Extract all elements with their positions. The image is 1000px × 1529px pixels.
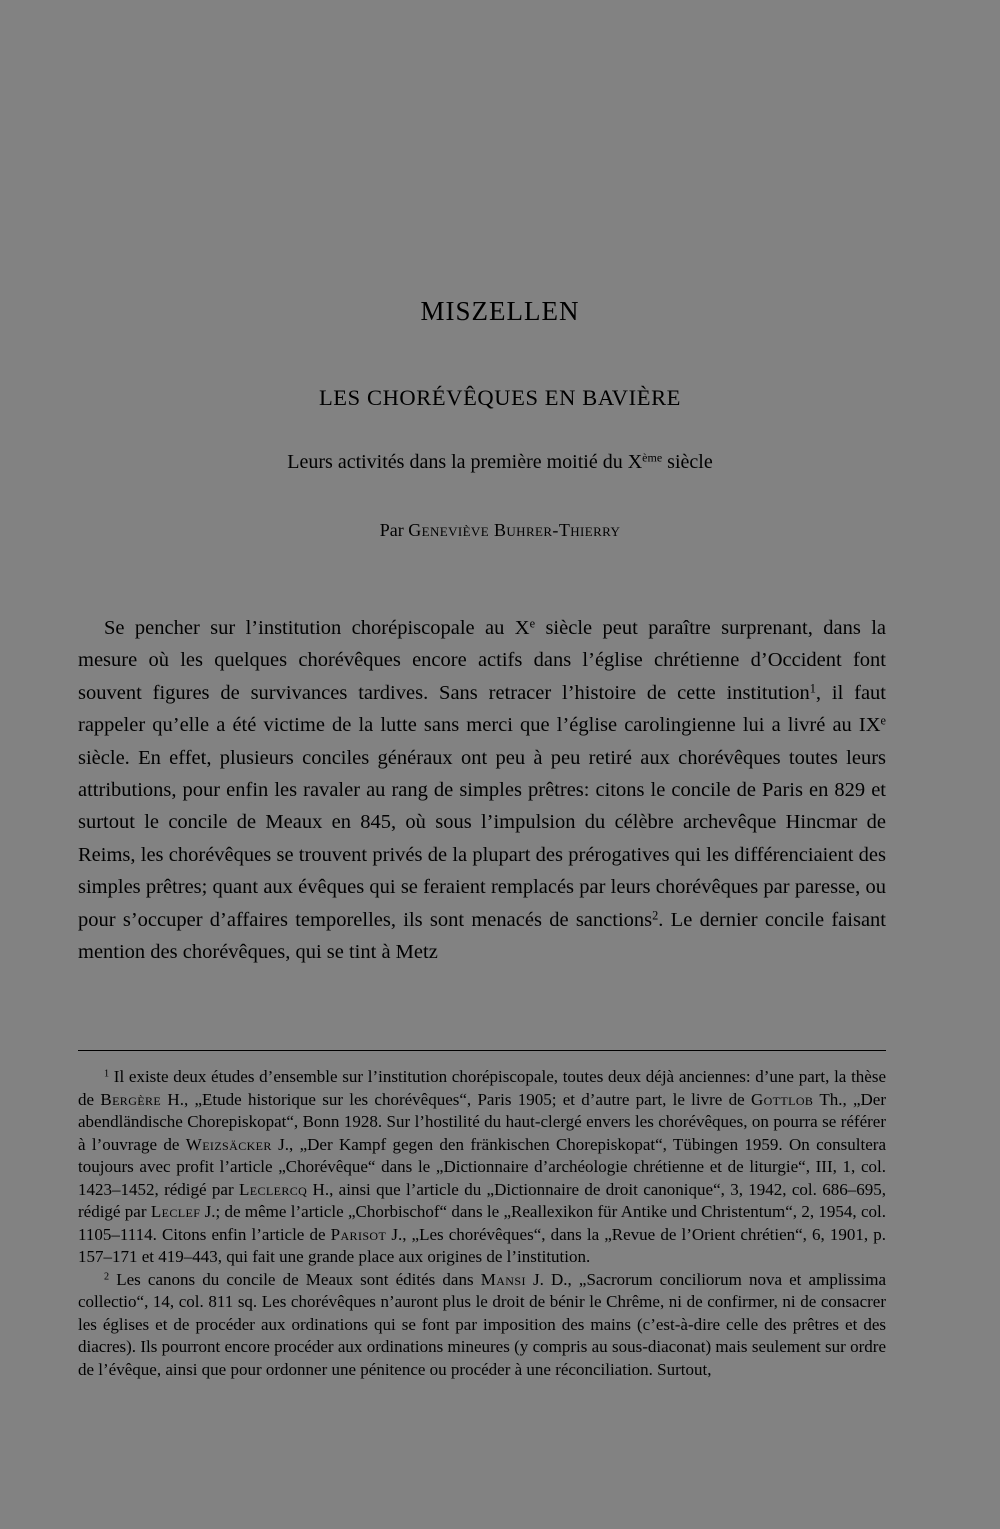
superscript: e [880,713,886,728]
footnote-text: H., ainsi que l’article du „Dictionnaire de droit canonique“, 3, 1942, col. 686–695, rédigé par [78,1179,886,1221]
footnote-text: J., „Der Kampf gegen den fränkischen Chorepiskopat“, Tübingen 1959. On consultera toujours avec profit l’article „Chorévêque“ dans le „Dictionnaire d’archéologie chrétienne et de liturgie“, III, 1, col. 1423–1452, rédigé par [78,1134,886,1199]
text-run: . Le dernier concile faisant mention des chorévêques, qui se tint à Metz [78,908,886,964]
byline-prefix: Par [379,520,409,540]
author-name: Bergère [100,1089,162,1109]
author-name: Leclef [150,1202,201,1221]
author-name: Gottlob [750,1089,814,1109]
article-title: LES CHORÉVÊQUES EN BAVIÈRE [318,385,682,410]
footnote-number: 1 [104,1068,110,1080]
paragraph [78,612,886,968]
author-name: Parisot [330,1224,387,1244]
footnote-divider [78,1050,886,1051]
footnote-ref-2[interactable]: 2 [652,907,659,922]
subtitle-text: Leurs activités dans la première moitié du X [287,451,643,473]
footnote-1 [78,1066,886,1269]
author-byline [0,520,1000,541]
subtitle-superscript: ème [642,450,663,465]
author-name: Leclercq [238,1179,308,1199]
author-name: Geneviève Buhrer-Thierry [408,520,621,540]
author-name: Mansi [480,1269,526,1289]
article-subtitle [0,451,1000,474]
footnote-2 [78,1269,886,1382]
superscript: e [529,616,536,631]
footnote-text: Les canons du concile de Meaux sont édités dans [109,1269,481,1289]
footnote-number: 2 [104,1270,110,1282]
text-run: siècle peut paraître surprenant, dans la mesure où les quelques chorévêques encore actifs dans l’église chrétienne d’Occident font souvent figures de survivances tardives. Sans retracer l’histoire de cette institution [78,617,886,704]
footnote-text: J.; de même l’article „Chorbischof“ dans le „Reallexikon für Antike und Christentum“, 2, 1954, col. 1105–1114. Citons enfin l’article de [78,1202,886,1244]
footnote-text: Th., „Der abendländische Chorepiskopat“, Bonn 1928. Sur l’hostilité du haut-clergé envers les chorévêques, on pourra se référer à l’ouvrage de [78,1089,887,1154]
text-run: Se pencher sur l’institution chorépiscopale au X [104,617,530,639]
subtitle-text-end: siècle [662,451,713,473]
footnote-text: Il existe deux études d’ensemble sur l’institution chorépiscopale, toutes deux déjà anciennes: d’une part, la thèse de [78,1067,886,1109]
footnote-text: J. D., „Sacrorum conciliorum nova et amplissima collectio“, 14, col. 811 sq. Les chorévêques n’auront plus le droit de bénir le Chrême, ni de confirmer, ni de consacrer les églises et de procéder aux ordinations qui se font par imposition des mains (c’est-à-dire celle des prêtres et des diacres). Ils pourront encore procéder aux ordinations mineures (y compris au sous-diaconat) mais seulement sur ordre de l’évêque, ainsi que pour ordonner une pénitence ou procéder à une réconciliation. Surtout, [78,1269,886,1379]
section-title: MISZELLEN [420,296,580,326]
main-text [78,612,886,968]
footnote-text: H., „Etude historique sur les chorévêques“, Paris 1905; et d’autre part, le livre de [161,1089,751,1109]
text-run: , il faut rappeler qu’elle a été victime de la lutte sans merci que l’église carolingienne lui a livré au IX [78,681,886,737]
footnote-text: J., „Les chorévêques“, dans la „Revue de l’Orient chrétien“, 6, 1901, p. 157–171 et 419–443, qui fait une grande place aux origines de l’institution. [78,1224,887,1266]
text-run: siècle. En effet, plusieurs conciles généraux ont peu à peu retiré aux chorévêques toutes leurs attributions, pour enfin les ravaler au rang de simples prêtres: citons le concile de Paris en 829 et surtout le concile de Meaux en 845, où sous l’impulsion du célèbre archevêque Hincmar de Reims, les chorévêques se trouvent privés de la plupart des prérogatives qui les différenciaient des simples prêtres; quant aux évêques qui se feraient remplacés par leurs chorévêques par paresse, ou pour s’occuper d’affaires temporelles, ils sont menacés de sanctions [78,746,886,931]
author-name: Weizsäcker [185,1134,272,1154]
footnote-ref-1[interactable]: 1 [809,681,816,696]
footnotes [78,1066,886,1381]
